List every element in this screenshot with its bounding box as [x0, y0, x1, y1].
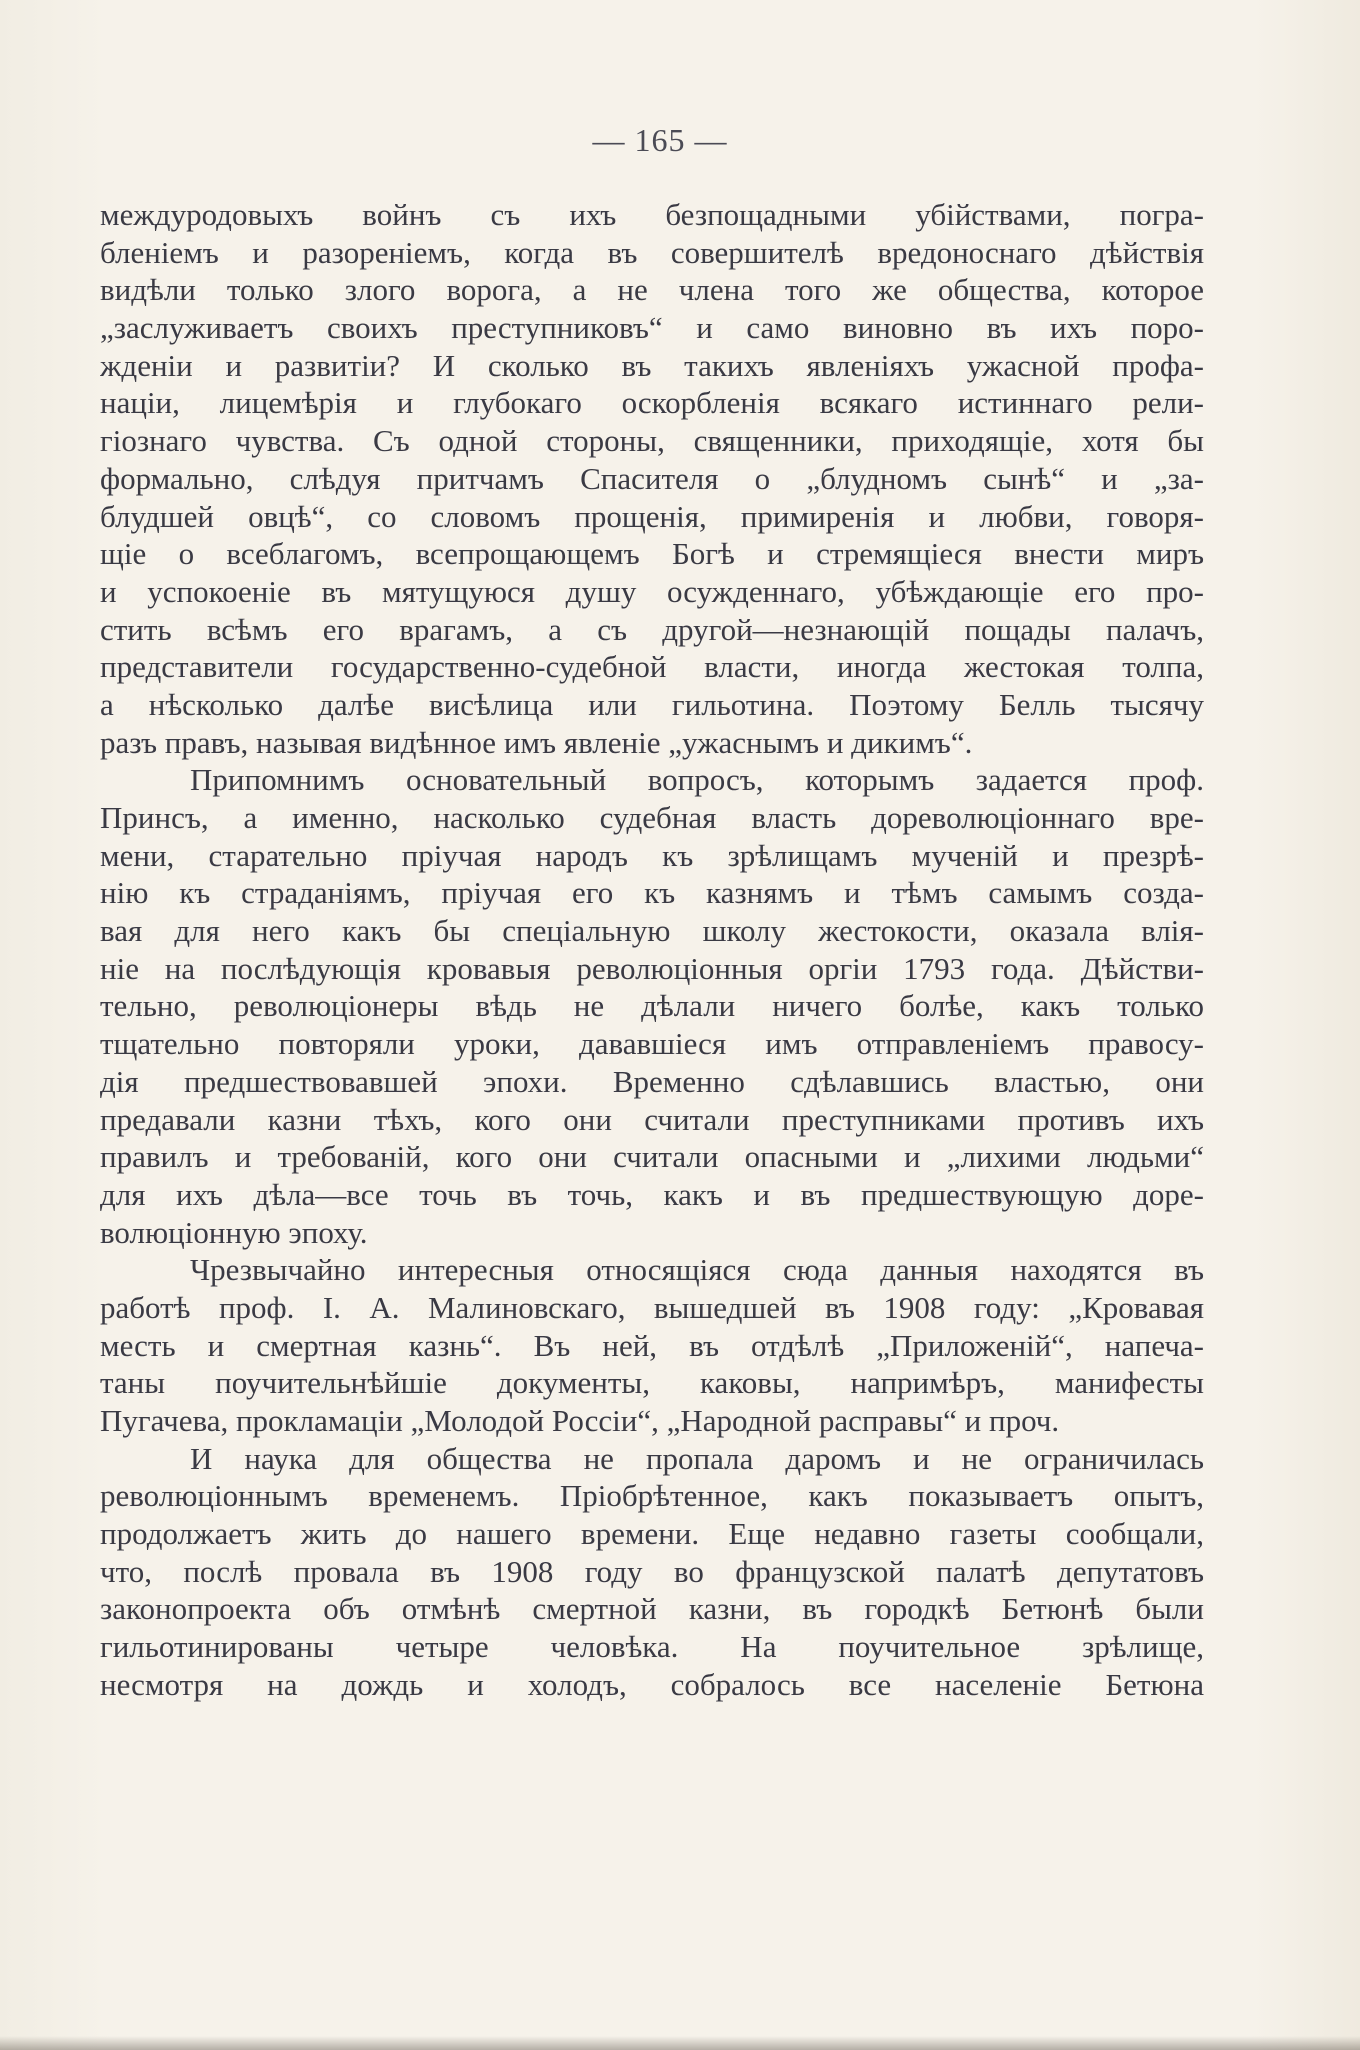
text-line: Припомнимъ основательный вопросъ, которымъ задается проф.	[190, 762, 1204, 798]
text-line: представители государственно-судебной власти, иногда жестокая толпа,	[100, 649, 1204, 685]
text-line: продолжаетъ жить до нашего времени. Еще недавно газеты сообщали,	[100, 1516, 1204, 1552]
page-edge-shadow	[0, 2036, 1360, 2050]
text-line: бленіемъ и разореніемъ, когда въ совершителѣ вредоноснаго дѣйствія	[100, 234, 1204, 270]
text-line: дія предшествовавшей эпохи. Временно сдѣлавшись властью, они	[100, 1063, 1204, 1099]
text-line: щіе о всеблагомъ, всепрощающемъ Богѣ и стремящіеся внести миръ	[100, 536, 1204, 572]
text-line: что, послѣ провала въ 1908 году во французской палатѣ депутатовъ	[100, 1553, 1204, 1589]
text-line: гіознаго чувства. Съ одной стороны, священники, приходящіе, хотя бы	[100, 423, 1204, 459]
text-line: мени, старательно пріучая народъ къ зрѣлищамъ мученій и презрѣ-	[100, 837, 1204, 873]
text-line: Принсъ, а именно, насколько судебная власть дореволюціоннаго вре-	[100, 800, 1204, 835]
body-text	[100, 196, 1204, 1704]
text-line: нію къ страданіямъ, пріучая его къ казнямъ и тѣмъ самымъ созда-	[100, 875, 1204, 911]
text-line: междуродовыхъ войнъ съ ихъ безпощадными убійствами, погра-	[100, 197, 1204, 232]
text-line: а нѣсколько далѣе висѣлица или гильотина. Поэтому Белль тысячу	[100, 686, 1204, 722]
text-line: правилъ и требованій, кого они считали опасными и „лихими людьми“	[100, 1139, 1204, 1175]
text-line: разъ правъ, называя видѣнное имъ явленіе „ужаснымъ и дикимъ“.	[100, 724, 973, 760]
text-line: формально, слѣдуя притчамъ Спасителя о „блудномъ сынѣ“ и „за-	[100, 460, 1204, 496]
text-line: Чрезвычайно интересныя относящіяся сюда данныя находятся въ	[190, 1252, 1204, 1288]
text-line: законопроекта объ отмѣнѣ смертной казни, въ городкѣ Бетюнѣ были	[100, 1591, 1204, 1627]
text-line: ніе на послѣдующія кровавыя революціонныя оргіи 1793 года. Дѣйстви-	[100, 950, 1204, 986]
text-line: И наука для общества не пропала даромъ и не ограничилась	[190, 1440, 1204, 1476]
text-line: гильотинированы четыре человѣка. На поучительное зрѣлище,	[100, 1629, 1204, 1665]
text-line: несмотря на дождь и холодъ, собралось все населеніе Бетюна	[100, 1666, 1204, 1702]
text-line: революціоннымъ временемъ. Пріобрѣтенное, какъ показываетъ опытъ,	[100, 1478, 1204, 1514]
text-line: месть и смертная казнь“. Въ ней, въ отдѣлѣ „Приложеній“, напеча-	[100, 1327, 1204, 1363]
text-line: тельно, революціонеры вѣдь не дѣлали ничего болѣе, какъ только	[100, 988, 1204, 1024]
page-number: — 165 —	[592, 122, 728, 158]
text-line: предавали казни тѣхъ, кого они считали преступниками противъ ихъ	[100, 1101, 1204, 1137]
text-line: тщательно повторяли уроки, дававшіеся имъ отправленіемъ правосу-	[100, 1026, 1204, 1062]
text-line: таны поучительнѣйшіе документы, каковы, напримѣръ, манифесты	[100, 1365, 1204, 1401]
text-line: Пугачева, прокламаціи „Молодой Россіи“, „Народной расправы“ и проч.	[100, 1403, 1060, 1438]
text-line: волюціонную эпоху.	[100, 1214, 368, 1250]
text-line: „заслуживаетъ своихъ преступниковъ“ и само виновно въ ихъ поро-	[100, 310, 1204, 346]
text-line: и успокоеніе въ мятущуюся душу осужденнаго, убѣждающіе его про-	[100, 573, 1204, 609]
text-line: видѣли только злого ворога, а не члена того же общества, которое	[100, 272, 1204, 308]
text-line: націи, лицемѣрія и глубокаго оскорбленія всякаго истиннаго рели-	[100, 385, 1204, 421]
text-line: стить всѣмъ его врагамъ, а съ другой—незнающій пощады палачъ,	[100, 611, 1204, 647]
text-line: для ихъ дѣла—все точь въ точь, какъ и въ предшествующую доре-	[100, 1176, 1204, 1212]
text-line: работѣ проф. І. А. Малиновскаго, вышедшей въ 1908 году: „Кровавая	[100, 1289, 1204, 1325]
text-line: вая для него какъ бы спеціальную школу жестокости, оказала влія-	[100, 913, 1204, 949]
text-line: жденіи и развитіи? И сколько въ такихъ явленіяхъ ужасной профа-	[100, 347, 1204, 383]
text-line: блудшей овцѣ“, со словомъ прощенія, примиренія и любви, говоря-	[100, 498, 1204, 534]
